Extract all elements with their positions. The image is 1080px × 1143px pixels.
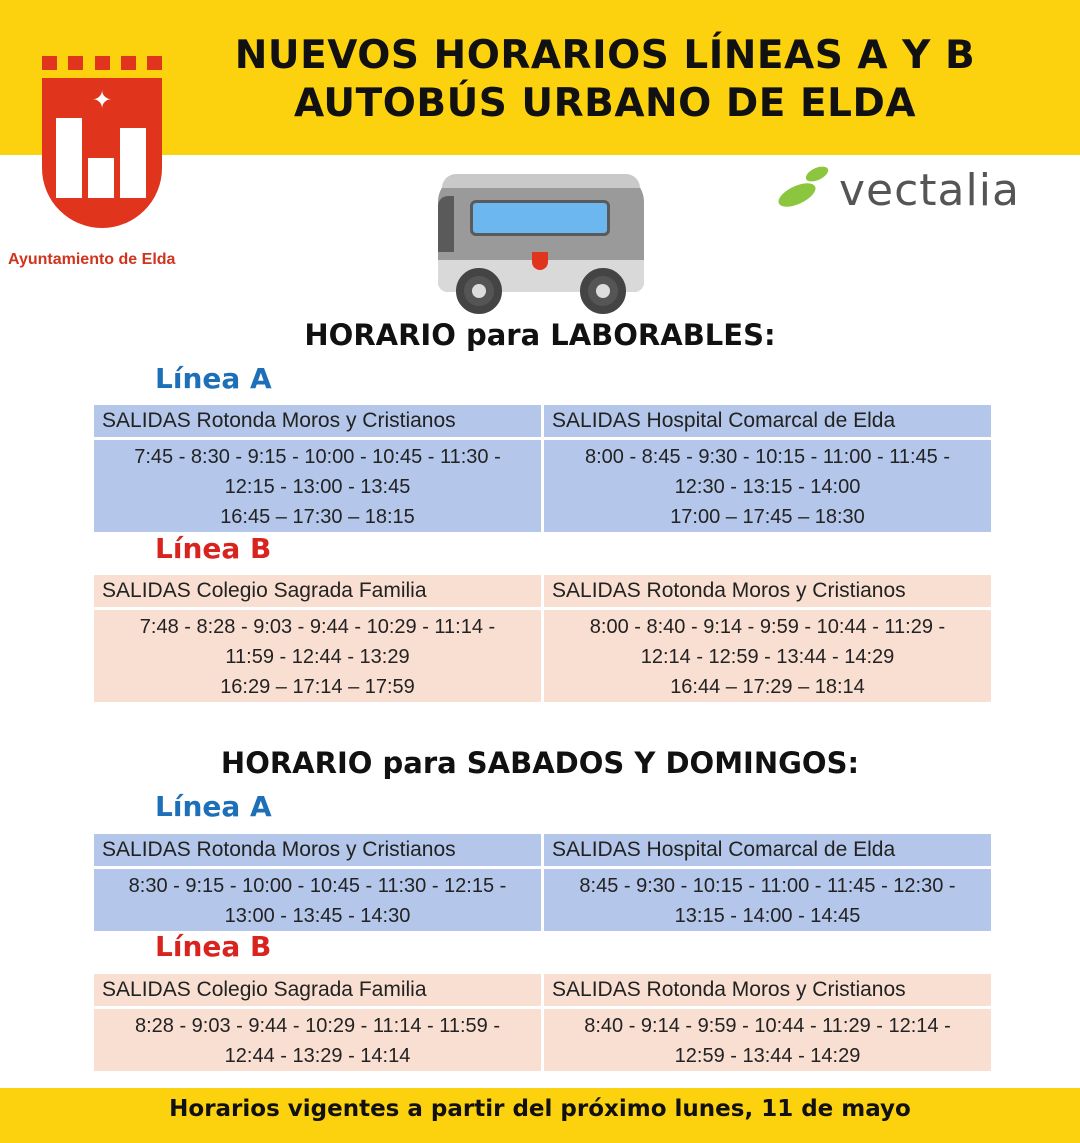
schedule-column — [544, 974, 991, 1071]
times-cell: 8:40 - 9:14 - 9:59 - 10:44 - 11:29 - 12:14 - 12:59 - 13:44 - 14:29 — [544, 1009, 991, 1071]
crest-battlements — [42, 56, 162, 70]
bus-icon — [438, 174, 644, 314]
schedule-column — [544, 575, 991, 702]
weekend-line-a-label: Línea A — [155, 790, 272, 823]
vectalia-logo — [775, 165, 1020, 215]
weekend-line-a-table — [94, 834, 991, 931]
times-cell: 8:00 - 8:45 - 9:30 - 10:15 - 11:00 - 11:45 - 12:30 - 13:15 - 14:00 17:00 – 17:45 – 18:30 — [544, 440, 991, 532]
wheel-icon — [580, 268, 626, 314]
column-header: SALIDAS Hospital Comarcal de Elda — [544, 405, 991, 437]
column-header: SALIDAS Colegio Sagrada Familia — [94, 974, 541, 1006]
weekday-line-a-label: Línea A — [155, 362, 272, 395]
title-line-2: AUTOBÚS URBANO DE ELDA — [293, 81, 917, 126]
times-cell: 8:45 - 9:30 - 10:15 - 11:00 - 11:45 - 12:30 - 13:15 - 14:00 - 14:45 — [544, 869, 991, 931]
weekday-line-b-table — [94, 575, 991, 702]
schedule-column — [94, 405, 541, 532]
schedule-column — [544, 834, 991, 931]
bus-crest-icon — [532, 252, 548, 270]
column-header: SALIDAS Rotonda Moros y Cristianos — [544, 974, 991, 1006]
column-header: SALIDAS Rotonda Moros y Cristianos — [544, 575, 991, 607]
footer-note: Horarios vigentes a partir del próximo lunes, 11 de mayo — [169, 1096, 911, 1122]
weekday-line-a-table — [94, 405, 991, 532]
schedule-column — [94, 974, 541, 1071]
bus-window — [470, 200, 610, 236]
times-cell: 7:48 - 8:28 - 9:03 - 9:44 - 10:29 - 11:14 - 11:59 - 12:44 - 13:29 16:29 – 17:14 – 17:59 — [94, 610, 541, 702]
municipality-label: Ayuntamiento de Elda — [8, 251, 176, 268]
times-cell: 7:45 - 8:30 - 9:15 - 10:00 - 10:45 - 11:30 - 12:15 - 13:00 - 13:45 16:45 – 17:30 – 18:15 — [94, 440, 541, 532]
vectalia-text: vectalia — [839, 164, 1020, 216]
page-title — [150, 32, 1060, 128]
weekend-line-b-label: Línea B — [155, 930, 272, 963]
weekend-line-b-table — [94, 974, 991, 1071]
weekday-line-b-label: Línea B — [155, 532, 272, 565]
vectalia-mark-icon — [775, 166, 835, 214]
wheel-icon — [456, 268, 502, 314]
weekday-heading: HORARIO para LABORABLES: — [304, 318, 776, 352]
column-header: SALIDAS Colegio Sagrada Familia — [94, 575, 541, 607]
crest-bars-icon — [56, 118, 146, 198]
column-header: SALIDAS Hospital Comarcal de Elda — [544, 834, 991, 866]
times-cell: 8:28 - 9:03 - 9:44 - 10:29 - 11:14 - 11:59 - 12:44 - 13:29 - 14:14 — [94, 1009, 541, 1071]
schedule-column — [94, 575, 541, 702]
star-icon: ✦ — [92, 86, 113, 114]
title-line-1: NUEVOS HORARIOS LÍNEAS A Y B — [234, 33, 976, 78]
column-header: SALIDAS Rotonda Moros y Cristianos — [94, 405, 541, 437]
weekend-heading: HORARIO para SABADOS Y DOMINGOS: — [220, 746, 860, 780]
elda-crest-logo — [42, 56, 162, 228]
crest-shield-icon — [42, 78, 162, 228]
column-header: SALIDAS Rotonda Moros y Cristianos — [94, 834, 541, 866]
times-cell: 8:30 - 9:15 - 10:00 - 10:45 - 11:30 - 12:15 - 13:00 - 13:45 - 14:30 — [94, 869, 541, 931]
schedule-column — [94, 834, 541, 931]
schedule-column — [544, 405, 991, 532]
times-cell: 8:00 - 8:40 - 9:14 - 9:59 - 10:44 - 11:29 - 12:14 - 12:59 - 13:44 - 14:29 16:44 – 17:29 – 18:14 — [544, 610, 991, 702]
